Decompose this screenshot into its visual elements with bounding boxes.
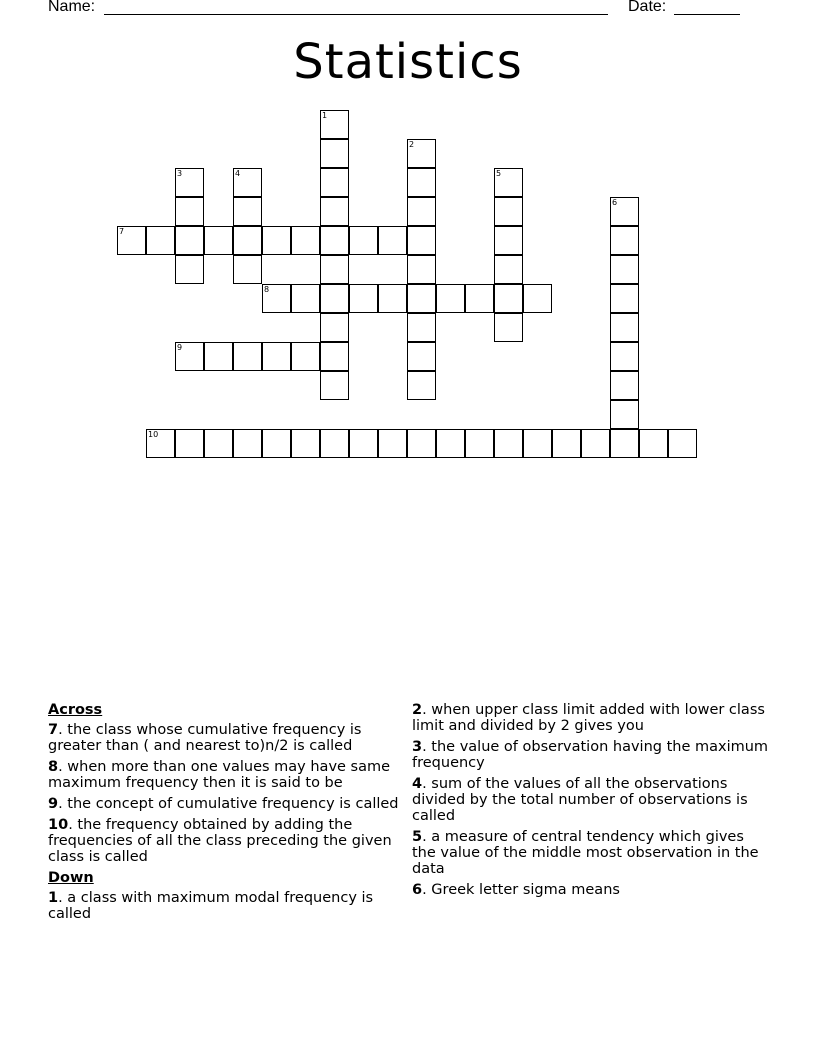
clues-left-column — [48, 702, 408, 927]
grid-cell[interactable] — [407, 226, 436, 255]
grid-cell[interactable] — [407, 168, 436, 197]
grid-cell[interactable] — [610, 400, 639, 429]
grid-cell[interactable] — [233, 429, 262, 458]
grid-cell[interactable] — [320, 284, 349, 313]
page-title: Statistics — [293, 34, 523, 90]
grid-cell[interactable] — [262, 429, 291, 458]
across-heading: Across — [48, 702, 103, 718]
grid-cell[interactable] — [320, 255, 349, 284]
grid-cell[interactable] — [262, 342, 291, 371]
cell-number: 10 — [148, 430, 159, 439]
grid-cell[interactable] — [610, 284, 639, 313]
clue-number: 3 — [412, 739, 423, 755]
grid-cell[interactable] — [494, 255, 523, 284]
grid-cell[interactable] — [233, 168, 262, 197]
grid-cell[interactable] — [204, 342, 233, 371]
grid-cell[interactable] — [262, 284, 291, 313]
clue-number: 8 — [48, 759, 59, 775]
grid-cell[interactable] — [610, 226, 639, 255]
down-heading: Down — [48, 870, 94, 886]
grid-cell[interactable] — [233, 342, 262, 371]
cell-number: 4 — [235, 169, 241, 178]
grid-cell[interactable] — [378, 284, 407, 313]
grid-cell[interactable] — [523, 284, 552, 313]
grid-cell[interactable] — [494, 226, 523, 255]
grid-cell[interactable] — [407, 284, 436, 313]
clue-text: . when upper class limit added with lower class limit and divided by 2 gives you — [412, 702, 765, 734]
clue-text: . the concept of cumulative frequency is called — [58, 796, 399, 812]
grid-cell[interactable] — [320, 342, 349, 371]
grid-cell[interactable] — [349, 284, 378, 313]
grid-cell[interactable] — [407, 429, 436, 458]
grid-cell[interactable] — [668, 429, 697, 458]
grid-cell[interactable] — [175, 429, 204, 458]
clue-text: . Greek letter sigma means — [422, 882, 620, 898]
cell-number: 8 — [264, 285, 270, 294]
name-label: Name: — [48, 0, 96, 15]
clue-text: . sum of the values of all the observations divided by the total number of observations is called — [412, 776, 748, 824]
clue-down-3 — [412, 739, 772, 771]
grid-cell[interactable] — [494, 168, 523, 197]
grid-cell[interactable] — [320, 313, 349, 342]
grid-cell[interactable] — [407, 342, 436, 371]
grid-cell[interactable] — [610, 313, 639, 342]
grid-cell[interactable] — [610, 255, 639, 284]
grid-cell[interactable] — [320, 139, 349, 168]
grid-cell[interactable] — [320, 226, 349, 255]
grid-cell[interactable] — [233, 226, 262, 255]
grid-cell[interactable] — [291, 284, 320, 313]
grid-cell[interactable] — [436, 284, 465, 313]
grid-cell[interactable] — [494, 284, 523, 313]
grid-cell[interactable] — [175, 197, 204, 226]
clue-number: 2 — [412, 702, 423, 718]
grid-cell[interactable] — [320, 110, 349, 139]
grid-cell[interactable] — [407, 197, 436, 226]
grid-cell[interactable] — [494, 197, 523, 226]
clue-text: . a measure of central tendency which gives the value of the middle most observation in the data — [412, 829, 759, 877]
grid-cell[interactable] — [233, 255, 262, 284]
grid-cell[interactable] — [291, 226, 320, 255]
grid-cell[interactable] — [291, 429, 320, 458]
grid-cell[interactable] — [494, 429, 523, 458]
grid-cell[interactable] — [610, 371, 639, 400]
grid-cell[interactable] — [146, 226, 175, 255]
cell-number: 5 — [496, 169, 502, 178]
grid-cell[interactable] — [378, 226, 407, 255]
grid-cell[interactable] — [523, 429, 552, 458]
grid-cell[interactable] — [175, 342, 204, 371]
grid-cell[interactable] — [610, 197, 639, 226]
clue-across-8 — [48, 759, 408, 791]
cell-number: 1 — [322, 111, 328, 120]
cell-number: 3 — [177, 169, 183, 178]
grid-cell[interactable] — [204, 226, 233, 255]
grid-cell[interactable] — [320, 197, 349, 226]
grid-cell[interactable] — [494, 313, 523, 342]
grid-cell[interactable] — [610, 342, 639, 371]
grid-cell[interactable] — [175, 255, 204, 284]
clues-right-column — [412, 702, 772, 903]
date-label: Date: — [628, 0, 667, 15]
grid-cell[interactable] — [320, 429, 349, 458]
grid-cell[interactable] — [639, 429, 668, 458]
clue-down-1 — [48, 890, 408, 922]
clue-across-7 — [48, 722, 408, 754]
grid-cell[interactable] — [117, 226, 146, 255]
clue-across-9 — [48, 796, 408, 812]
grid-cell[interactable] — [552, 429, 581, 458]
grid-cell[interactable] — [610, 429, 639, 458]
cell-number: 7 — [119, 227, 125, 236]
grid-cell[interactable] — [349, 226, 378, 255]
cell-number: 2 — [409, 140, 415, 149]
grid-cell[interactable] — [291, 342, 320, 371]
grid-cell[interactable] — [146, 429, 175, 458]
grid-cell[interactable] — [436, 429, 465, 458]
clue-across-10 — [48, 817, 408, 865]
grid-cell[interactable] — [320, 168, 349, 197]
clue-number: 9 — [48, 796, 59, 812]
clue-number: 6 — [412, 882, 423, 898]
clue-text: . when more than one values may have same maximum frequency then it is said to be — [48, 759, 391, 791]
grid-cell[interactable] — [581, 429, 610, 458]
grid-cell[interactable] — [407, 255, 436, 284]
grid-cell[interactable] — [349, 429, 378, 458]
grid-cell[interactable] — [262, 226, 291, 255]
grid-cell[interactable] — [407, 139, 436, 168]
grid-cell[interactable] — [407, 371, 436, 400]
clue-number: 4 — [412, 776, 423, 792]
clue-text: . a class with maximum modal frequency is called — [48, 890, 374, 922]
clue-text: . the frequency obtained by adding the frequencies of all the class preceding the given class is called — [48, 817, 392, 865]
crossword-grid — [0, 0, 816, 470]
clue-number: 1 — [48, 890, 59, 906]
clue-number: 7 — [48, 722, 59, 738]
clue-down-2 — [412, 702, 772, 734]
grid-cell[interactable] — [204, 429, 233, 458]
grid-cell[interactable] — [378, 429, 407, 458]
clue-down-4 — [412, 776, 772, 824]
clue-text: . the class whose cumulative frequency is greater than ( and nearest to)n/2 is called — [48, 722, 362, 754]
clue-down-5 — [412, 829, 772, 877]
grid-cell[interactable] — [175, 168, 204, 197]
grid-cell[interactable] — [175, 226, 204, 255]
clue-text: . the value of observation having the maximum frequency — [412, 739, 769, 771]
clue-number: 10 — [48, 817, 69, 833]
grid-cell[interactable] — [407, 313, 436, 342]
cell-number: 9 — [177, 343, 183, 352]
cell-number: 6 — [612, 198, 618, 207]
clue-number: 5 — [412, 829, 423, 845]
grid-cell[interactable] — [465, 284, 494, 313]
grid-cell[interactable] — [465, 429, 494, 458]
grid-cell[interactable] — [233, 197, 262, 226]
grid-cell[interactable] — [320, 371, 349, 400]
clue-down-6 — [412, 882, 772, 898]
